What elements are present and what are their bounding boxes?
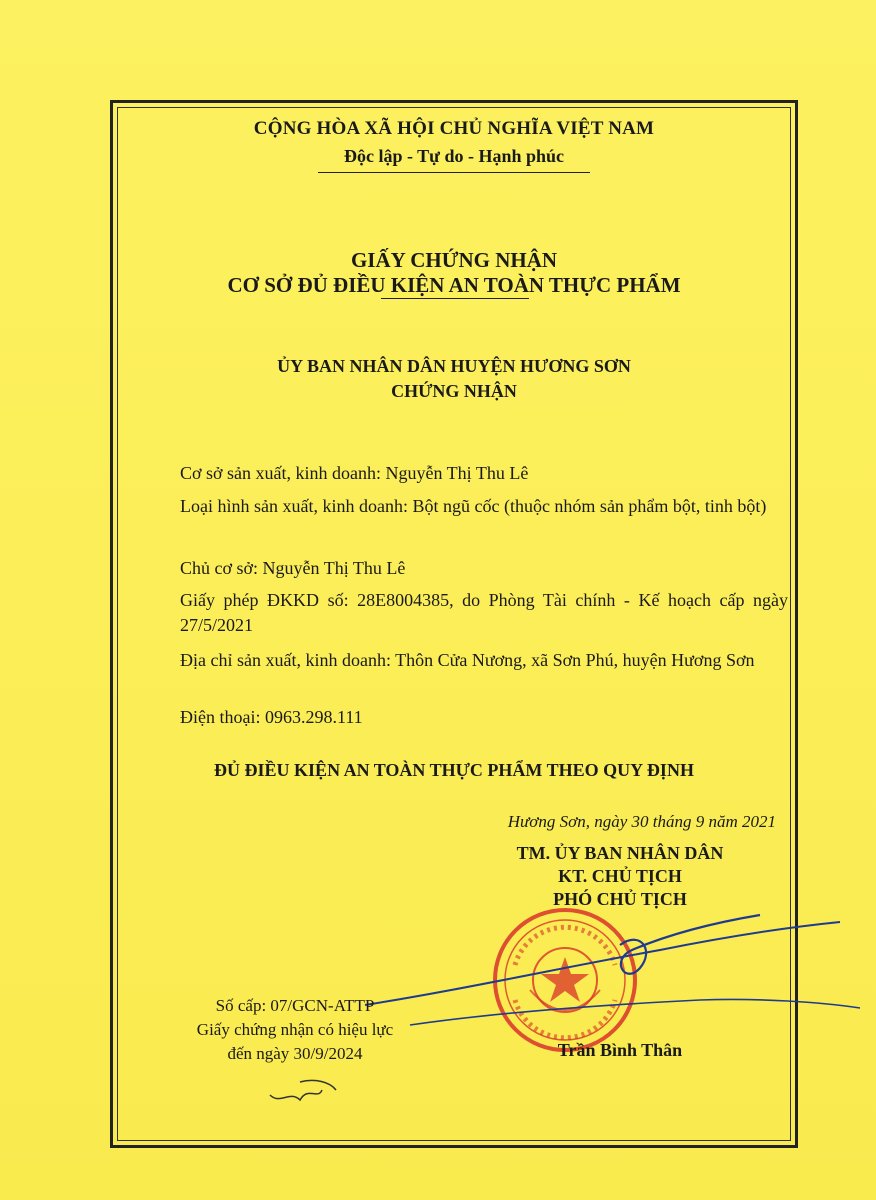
on-behalf-line: TM. ỦY BAN NHÂN DÂN bbox=[516, 843, 724, 863]
national-title: CỘNG HÒA XÃ HỘI CHỦ NGHĨA VIỆT NAM bbox=[253, 118, 655, 139]
license-line: Giấy phép ĐKKD số: 28E8004385, do Phòng Tài chính - Kế hoạch cấp ngày 27/5/2021 bbox=[180, 590, 788, 635]
certificate-title: GIẤY CHỨNG NHẬN bbox=[350, 248, 558, 272]
signer-name: Trần Bình Thân bbox=[557, 1040, 683, 1060]
place-date: Hương Sơn, ngày 30 tháng 9 năm 2021 bbox=[507, 812, 776, 831]
motto-underline bbox=[318, 172, 590, 173]
issuer-name: ỦY BAN NHÂN DÂN HUYỆN HƯƠNG SƠN bbox=[277, 356, 631, 376]
issuer-action: CHỨNG NHẬN bbox=[391, 381, 517, 401]
owner-line: Chủ cơ sở: Nguyễn Thị Thu Lê bbox=[180, 558, 406, 578]
registration-number: Số cấp: 07/GCN-ATTP bbox=[215, 996, 375, 1015]
for-chair-line: KT. CHỦ TỊCH bbox=[558, 866, 682, 886]
national-motto: Độc lập - Tự do - Hạnh phúc bbox=[343, 146, 565, 166]
validity-line-1: Giấy chứng nhận có hiệu lực bbox=[196, 1020, 394, 1039]
official-seal-icon bbox=[490, 905, 640, 1055]
certificate-subtitle: CƠ SỞ ĐỦ ĐIỀU KIỆN AN TOÀN THỰC PHẨM bbox=[227, 273, 681, 297]
validity-line-2: đến ngày 30/9/2024 bbox=[227, 1044, 363, 1063]
phone-line: Điện thoại: 0963.298.111 bbox=[180, 707, 363, 727]
title-underline bbox=[381, 298, 529, 299]
business-type-line: Loại hình sản xuất, kinh doanh: Bột ngũ cốc (thuộc nhóm sản phẩm bột, tinh bột) bbox=[180, 496, 767, 516]
address-line: Địa chỉ sản xuất, kinh doanh: Thôn Cửa Nương, xã Sơn Phú, huyện Hương Sơn bbox=[180, 650, 755, 670]
signer-position: PHÓ CHỦ TỊCH bbox=[553, 889, 687, 909]
establishment-line: Cơ sở sản xuất, kinh doanh: Nguyễn Thị Thu Lê bbox=[180, 463, 529, 483]
conclusion-text: ĐỦ ĐIỀU KIỆN AN TOÀN THỰC PHẨM THEO QUY ĐỊNH bbox=[214, 760, 694, 780]
